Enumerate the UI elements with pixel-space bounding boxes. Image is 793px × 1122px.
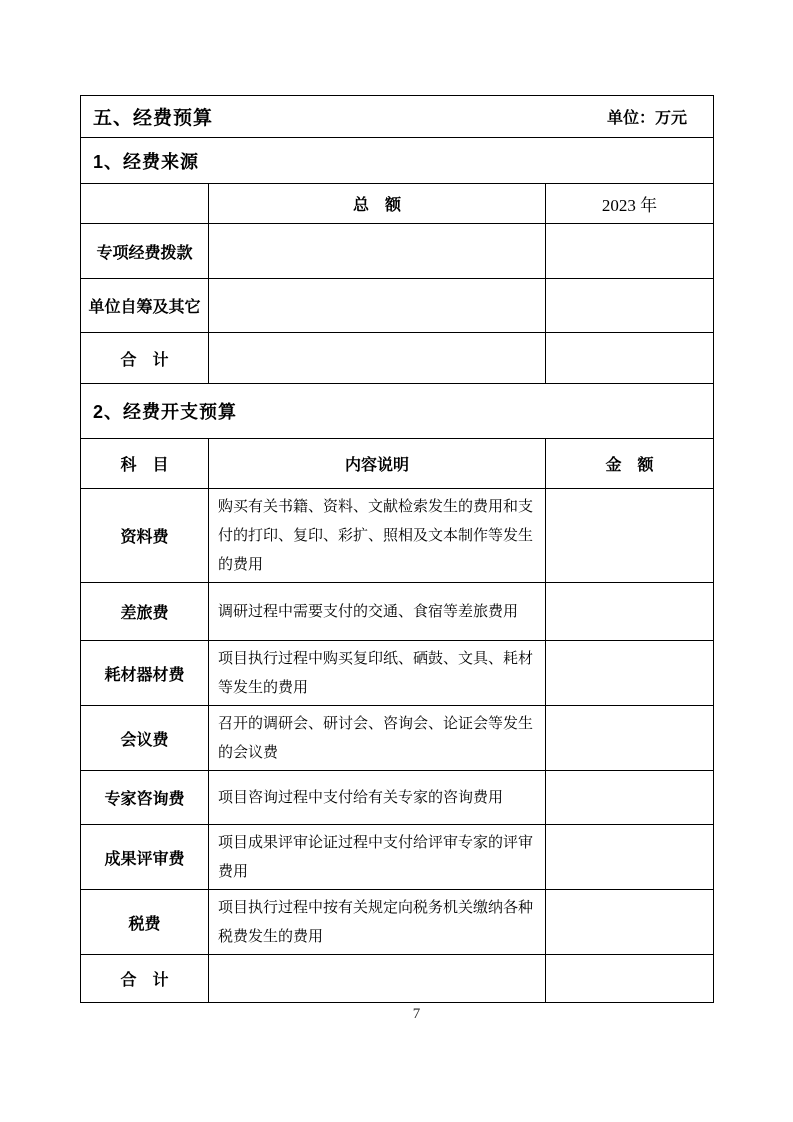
row-description [209,955,546,1003]
year-value-cell [546,279,714,333]
part2-header-amount: 金 额 [546,439,714,489]
part2-title-row [81,384,714,439]
part1-header-row [81,184,714,224]
budget-table [80,95,714,1003]
row-description: 项目成果评审论证过程中支付给评审专家的评审费用 [209,825,546,890]
table-row [81,279,714,333]
part2-header-row [81,439,714,489]
table-row [81,583,714,641]
unit-label: 单位：万元 [607,110,688,127]
row-label: 差旅费 [81,583,209,641]
table-row [81,955,714,1003]
row-label: 耗材器材费 [81,641,209,706]
section-title: 五、经费预算 [93,108,214,129]
row-label: 合 计 [81,955,209,1003]
table-row [81,825,714,890]
part1-header-blank [81,184,209,224]
row-label: 专项经费拨款 [81,224,209,279]
row-label: 资料费 [81,489,209,583]
amount-value-cell [546,583,714,641]
section-title-row [81,96,714,138]
part2-header-subject: 科 目 [81,439,209,489]
year-value-cell [546,333,714,384]
part1-title: 1、经费来源 [81,138,714,184]
row-description: 项目执行过程中按有关规定向税务机关缴纳各种税费发生的费用 [209,890,546,955]
total-value-cell [209,333,546,384]
section-title-cell [81,96,714,138]
table-row [81,771,714,825]
amount-value-cell [546,641,714,706]
part2-header-description: 内容说明 [209,439,546,489]
amount-value-cell [546,489,714,583]
amount-value-cell [546,771,714,825]
part1-header-total: 总 额 [209,184,546,224]
row-label: 会议费 [81,706,209,771]
row-label: 成果评审费 [81,825,209,890]
row-label: 税费 [81,890,209,955]
total-value-cell [209,279,546,333]
row-description: 项目咨询过程中支付给有关专家的咨询费用 [209,771,546,825]
row-description: 调研过程中需要支付的交通、食宿等差旅费用 [209,583,546,641]
year-value-cell [546,224,714,279]
row-label: 专家咨询费 [81,771,209,825]
amount-value-cell [546,890,714,955]
part1-title-row [81,138,714,184]
table-row [81,489,714,583]
amount-value-cell [546,955,714,1003]
page-number: 7 [412,1006,421,1022]
amount-value-cell [546,825,714,890]
row-description: 召开的调研会、研讨会、咨询会、论证会等发生的会议费 [209,706,546,771]
table-row [81,890,714,955]
row-label: 单位自筹及其它 [81,279,209,333]
row-description: 项目执行过程中购买复印纸、硒鼓、文具、耗材等发生的费用 [209,641,546,706]
row-label: 合 计 [81,333,209,384]
table-row [81,641,714,706]
amount-value-cell [546,706,714,771]
table-row [81,224,714,279]
table-row [81,333,714,384]
table-row [81,706,714,771]
part1-header-year: 2023 年 [546,184,714,224]
row-description: 购买有关书籍、资料、文献检索发生的费用和支付的打印、复印、彩扩、照相及文本制作等发生的费用 [209,489,546,583]
part2-title: 2、经费开支预算 [81,384,714,439]
total-value-cell [209,224,546,279]
